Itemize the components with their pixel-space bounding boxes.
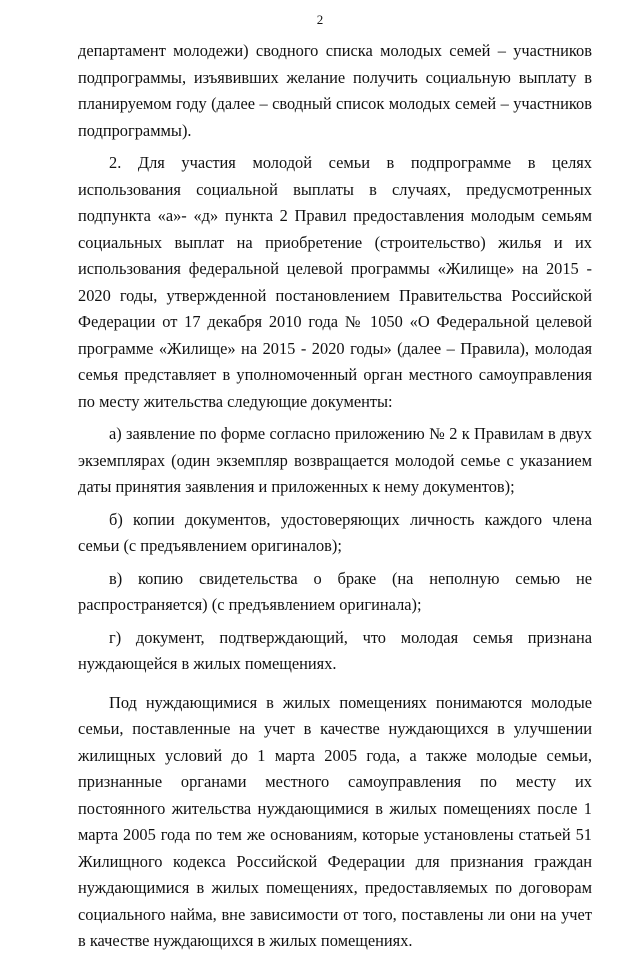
paragraph-continuation: департамент молодежи) сводного списка молодых семей – участников подпрограммы, изъявивших желание получить социальную выплату в планируемом году (далее – сводный список молодых семей – участников подпрограммы). <box>78 41 592 140</box>
paragraph-subitem-v: в) копию свидетельства о браке (на неполную семью не распространяется) (с предъявлением оригинала); <box>78 568 592 614</box>
page-number: 2 <box>316 12 324 27</box>
paragraph-subitem-b: б) копии документов, удостоверяющих личность каждого члена семьи (с предъявлением оригиналов); <box>78 509 592 555</box>
document-body <box>78 38 592 955</box>
paragraph-subitem-g: г) документ, подтверждающий, что молодая семья признана нуждающейся в жилых помещениях. <box>78 627 592 673</box>
paragraph-item-2: 2. Для участия молодой семьи в подпрограмме в целях использования социальной выплаты в случаях, предусмотренных подпункта «а»- «д» пункта 2 Правил предоставления молодым семьям социальных выплат на приобретение (строительство) жилья и их использования федеральной целевой программы «Жилище» на 2015 - 2020 годы, утвержденной постановлением Правительства Российской Федерации от 17 декабря 2010 года № 1050 «О Федеральной целевой программе «Жилище» на 2015 - 2020 годы» (далее – Правила), молодая семья представляет в уполномоченный орган местного самоуправления по месту жительства следующие документы: <box>78 153 592 411</box>
paragraph-definition: Под нуждающимися в жилых помещениях понимаются молодые семьи, поставленные на учет в качестве нуждающихся в улучшении жилищных условий до 1 марта 2005 года, а также молодые семьи, признанные органами местного самоуправления по месту их постоянного жительства нуждающимися в жилых помещениях после 1 марта 2005 года по тем же основаниям, которые установлены статьей 51 Жилищного кодекса Российской Федерации для признания граждан нуждающимися в жилых помещениях, предоставляемых по договорам социального найма, вне зависимости от того, поставлены ли они на учет в качестве нуждающихся в жилых помещениях. <box>78 692 592 950</box>
paragraph-subitem-a: а) заявление по форме согласно приложению № 2 к Правилам в двух экземплярах (один экземпляр возвращается молодой семье с указанием даты принятия заявления и приложенных к нему документов); <box>78 424 592 496</box>
